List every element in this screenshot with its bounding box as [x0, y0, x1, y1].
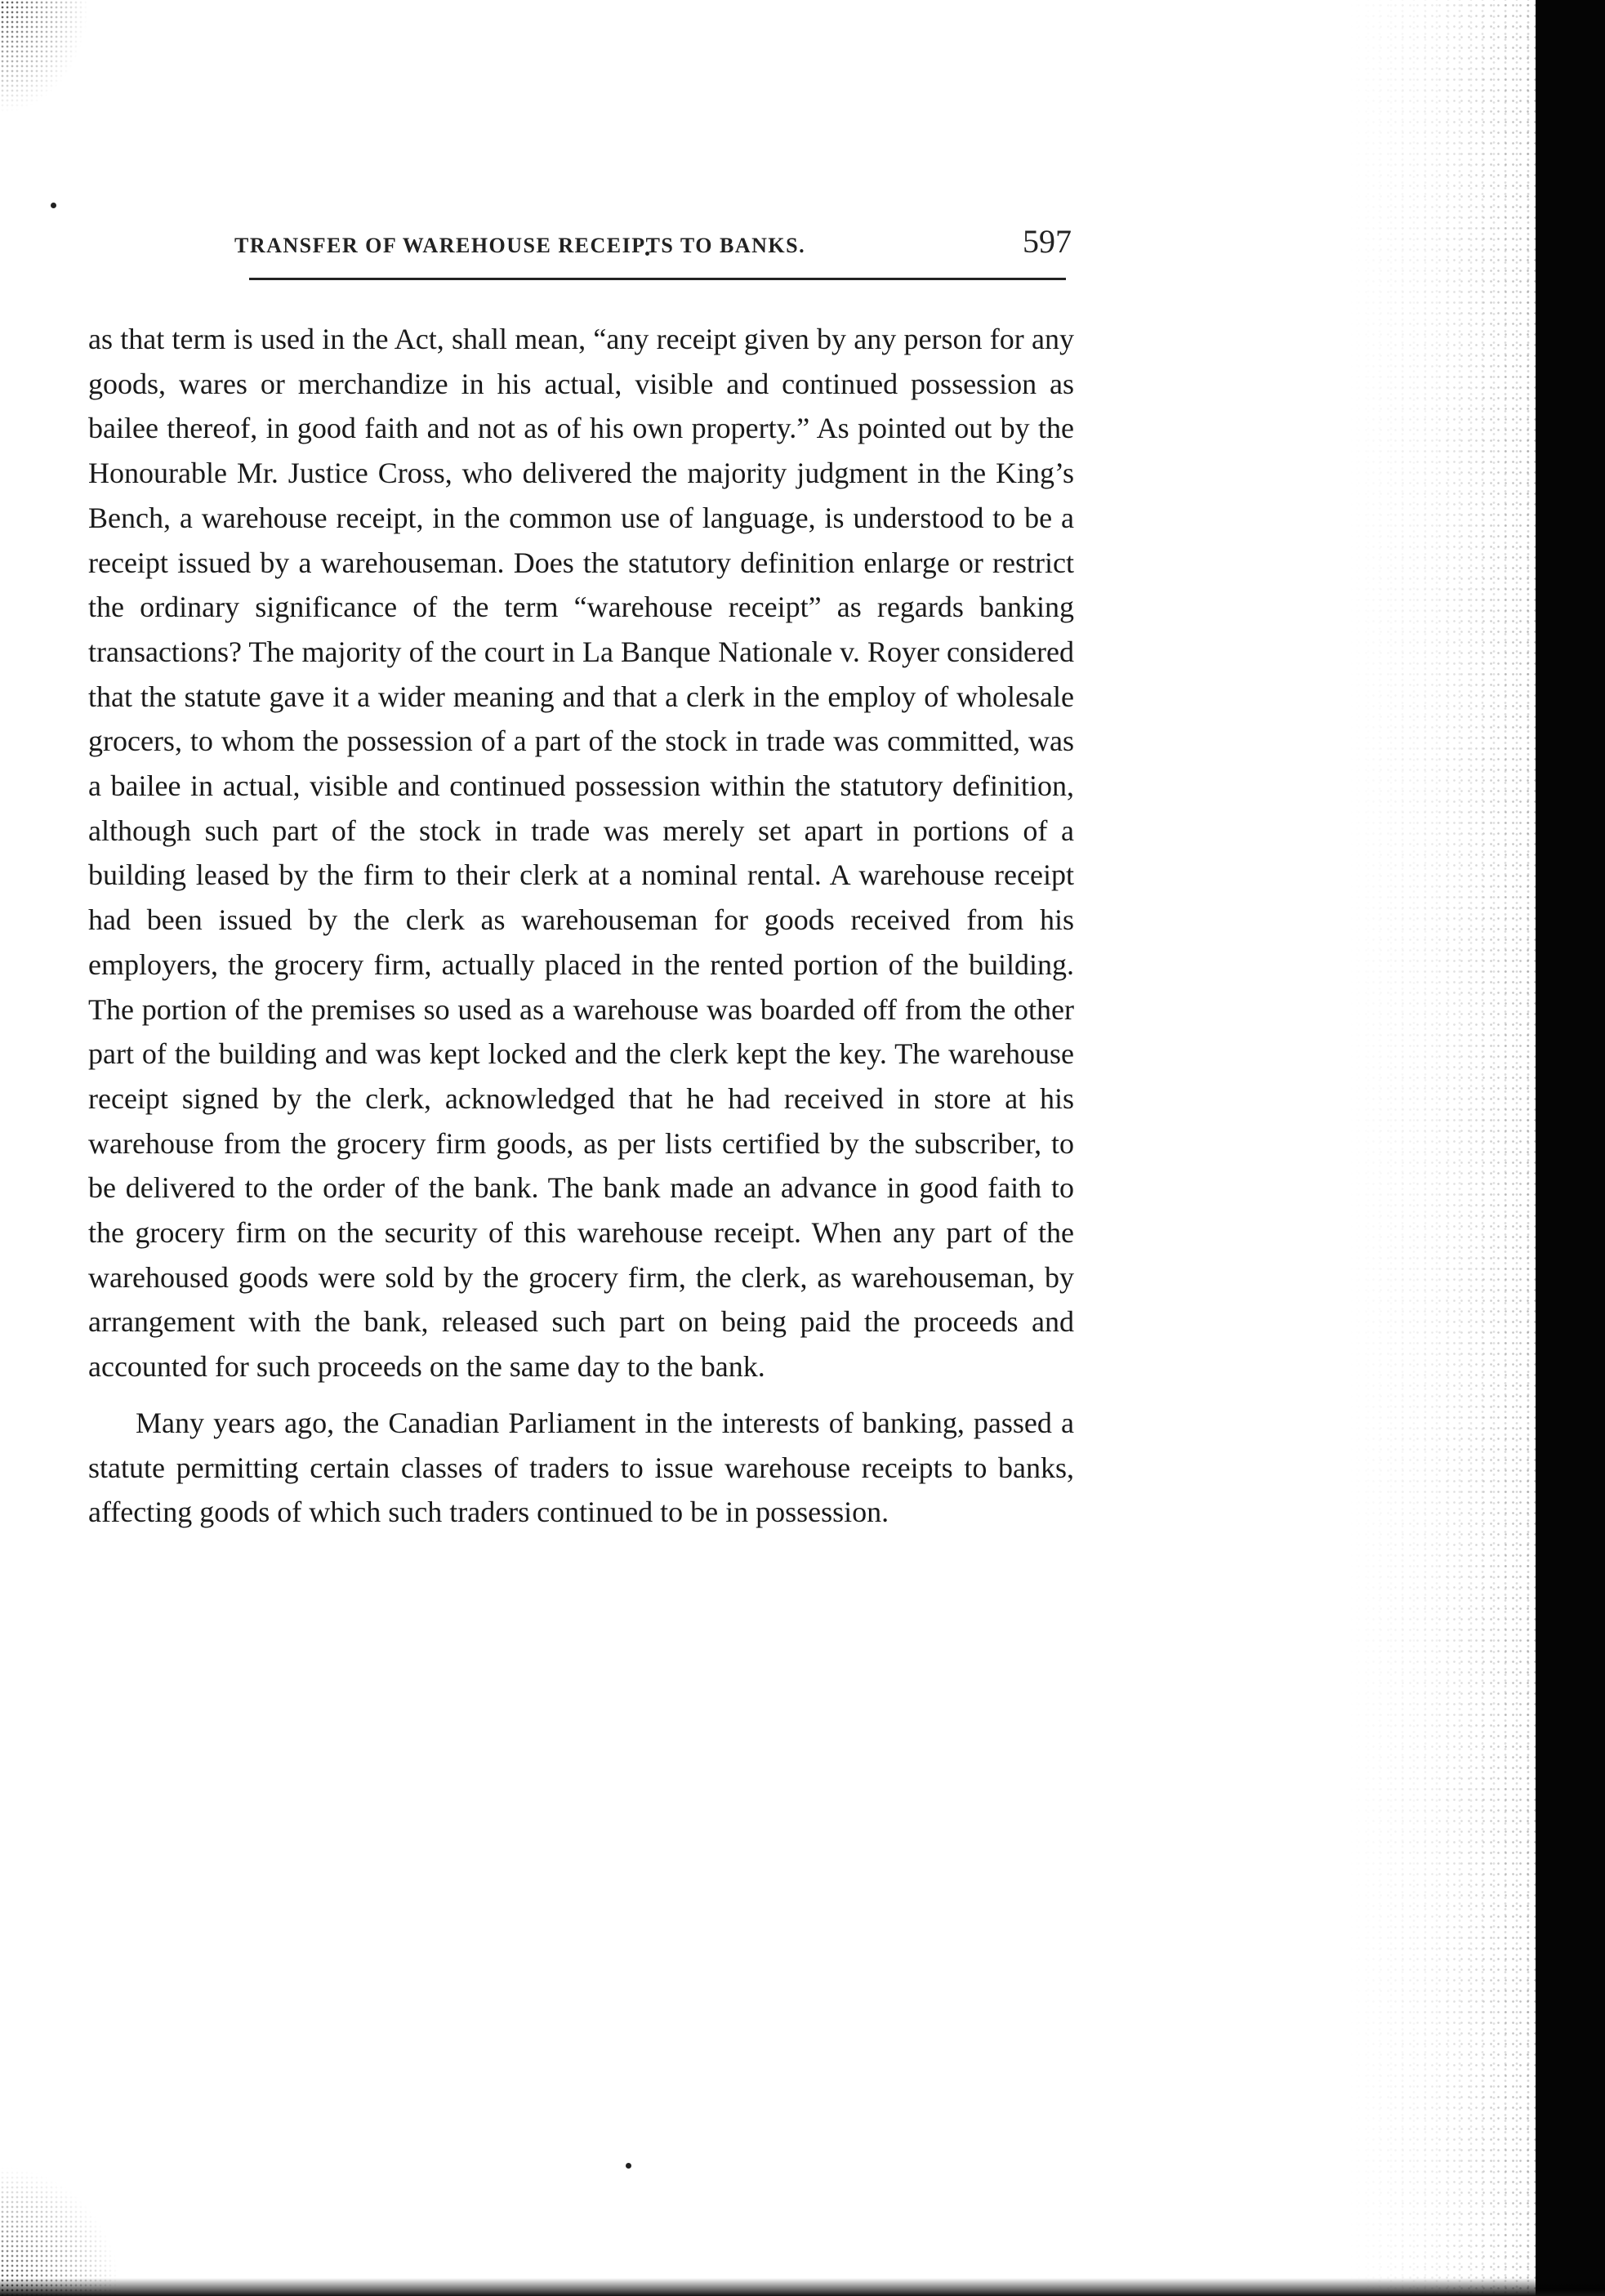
header-rule: [249, 278, 1066, 280]
page-number: 597: [1023, 223, 1072, 260]
running-head: TRANSFER OF WAREHOUSE RECEIPTS TO BANKS.: [234, 234, 806, 257]
scan-noise-top-left: [0, 0, 90, 114]
page-header: [230, 222, 1072, 271]
scan-noise-right-margin: [1348, 0, 1536, 2296]
speck-mark: [51, 203, 56, 208]
scan-edge-strip: [1536, 0, 1605, 2296]
scan-edge-bottom: [0, 2278, 1605, 2296]
paragraph: Many years ago, the Canadian Parliament in the interests of banking, passed a statute permitting certain classes of traders to issue warehouse receipts to banks, affecting goods of which such traders continued to be in possession.: [88, 1406, 1074, 1529]
paragraph: as that term is used in the Act, shall mean, “any receipt given by any person for any goods, wares or merchandize in his actual, visible and continued possession as bailee thereof, in good faith and not as of his own property.” As pointed out by the Honourable Mr. Justice Cross, who delivered the majority judgment in the King’s Bench, a warehouse receipt, in the common use of language, is understood to be a receipt issued by a warehouseman. Does the statutory definition enlarge or restrict the ordinary significance of the term “warehouse receipt” as regards banking transactions? The majority of the court in La Banque Nationale v. Royer considered that the statute gave it a wider meaning and that a clerk in the employ of wholesale grocers, to whom the possession of a part of the stock in trade was committed, was a bailee in actual, visible and continued possession within the statutory definition, although such part of the stock in trade was merely set apart in portions of a building leased by the firm to their clerk at a nominal rental. A warehouse receipt had been issued by the clerk as warehouseman for goods received from his employers, the grocery firm, actually placed in the rented portion of the building. The portion of the premises so used as a warehouse was boarded off from the other part of the building and was kept locked and the clerk kept the key. The warehouse receipt signed by the clerk, acknowledged that he had received in store at his warehouse from the grocery firm goods, as per lists certified by the subscriber, to be delivered to the order of the bank. The bank made an advance in good faith to the grocery firm on the security of this warehouse receipt. When any part of the warehoused goods were sold by the grocery firm, the clerk, as warehouseman, by arrangement with the bank, released such part on being paid the proceeds and accounted for such proceeds on the same day to the bank.: [88, 323, 1074, 1384]
scan-noise-bottom-left: [0, 2165, 123, 2296]
speck-mark: [626, 2163, 631, 2169]
body-text: [88, 317, 1074, 1535]
